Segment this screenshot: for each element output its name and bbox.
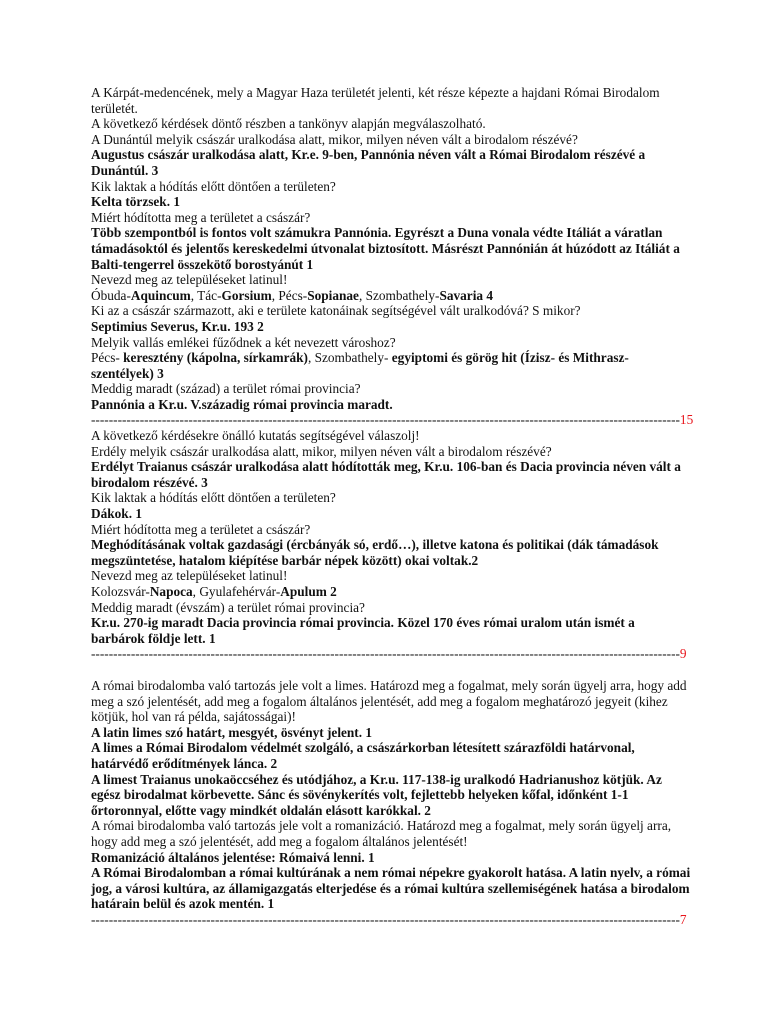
- plain-text: Kolozsvár-: [91, 584, 150, 599]
- answer: Meghódításának voltak gazdasági (ércbányák só, erdő…), illetve katona és politikai (dák támadások megszüntetése, hatalom kiépítése barbár népek között) okai voltak.2: [91, 537, 659, 568]
- answer: Kr.u. 270-ig maradt Dacia provincia római provincia. Közel 170 éves római uralom után ismét a barbárok földje lett. 1: [91, 615, 635, 646]
- question: Kik laktak a hódítás előtt döntően a területen?: [91, 178, 336, 194]
- plain-text: , Gyulafehérvár-: [192, 584, 281, 599]
- latin-name: Aquincum: [130, 287, 191, 303]
- question: Meddig maradt (évszám) a terület római provincia?: [91, 599, 365, 615]
- section-separator: [91, 912, 691, 928]
- section3-intro: A római birodalomba való tartozás jele volt a limes. Határozd meg a fogalmat, mely során ügyelj arra, hogy add meg a szó jelentését, add meg a fogalom általános jelentését, add meg a fogalom meghatározó jegyeit (kihez kötjük, hol van rá példa, sajátosságai)!: [91, 677, 687, 725]
- answer: Több szempontból is fontos volt számukra Pannónia. Egyrészt a Duna vonala védte Itáliát a váratlan támadásoktól és jelentős kereskedelmi útvonalat biztosított. Másrészt Pannónián át húzódott az Itáliát a Balti-tengerrel összekötő borostyánút 1: [91, 225, 680, 272]
- answer-settlements: [91, 288, 691, 304]
- latin-name: Sopianae: [307, 287, 359, 303]
- score-label: 7: [679, 911, 687, 927]
- spacer: [91, 662, 691, 678]
- latin-name: Gorsium: [221, 287, 272, 303]
- latin-name: Savaria 4: [439, 287, 494, 303]
- religion-name: egyiptomi és görög hit (Ízisz- és Mithrasz-szentélyek) 3: [91, 350, 629, 381]
- section1-intro: A Kárpát-medencének, mely a Magyar Haza területét jelenti, két része képezte a hajdani Római Birodalom területét.: [91, 85, 660, 116]
- answer-religions: [91, 350, 691, 381]
- answer: A Római Birodalomban a római kultúrának a nem római népekre gyakorolt hatása. A latin nyelv, a római jog, a városi kultúra, az államigazgatás elterjedése és a római kultúra szellemiségének hatása a birodalom határain belül és azok mentén. 1: [91, 865, 691, 912]
- answer: Pannónia a Kr.u. V.századig római provincia maradt.: [91, 396, 393, 412]
- answer: A latin limes szó határt, mesgyét, ösvényt jelent. 1: [91, 724, 373, 740]
- answer-settlements: [91, 584, 691, 600]
- dash-line: -------------------------------------------------------------------------------------------------------------------------------------: [91, 911, 680, 927]
- plain-text: , Pécs-: [271, 287, 308, 303]
- question: Miért hódította meg a területet a császár?: [91, 521, 311, 537]
- section1-instructions: A következő kérdések döntő részben a tankönyv alapján megválaszolható.: [91, 116, 486, 132]
- question: Nevezd meg az településeket latinul!: [91, 272, 288, 288]
- plain-text: Óbuda-: [91, 287, 131, 303]
- question: Meddig maradt (század) a terület római provincia?: [91, 381, 361, 397]
- question: A Dunántúl melyik császár uralkodása alatt, mikor, milyen néven vált a birodalom részévé?: [91, 131, 578, 147]
- section3-intro2: A római birodalomba való tartozás jele volt a romanizáció. Határozd meg a fogalmat, mely során ügyelj arra, hogy add meg a szó jelentését, add meg a fogalom általános jelentését!: [91, 818, 672, 849]
- dash-line: -------------------------------------------------------------------------------------------------------------------------------------: [91, 412, 680, 428]
- question: Nevezd meg az településeket latinul!: [91, 568, 288, 584]
- latin-name: Apulum 2: [280, 584, 337, 599]
- question: Miért hódította meg a területet a császár?: [91, 209, 311, 225]
- plain-text: , Szombathely-: [358, 287, 440, 303]
- section2-intro: A következő kérdésekre önálló kutatás segítségével válaszolj!: [91, 428, 420, 444]
- dash-line: -------------------------------------------------------------------------------------------------------------------------------------: [91, 646, 680, 662]
- answer: Kelta törzsek. 1: [91, 194, 180, 210]
- plain-text: , Tác-: [190, 287, 222, 303]
- answer: A limes a Római Birodalom védelmét szolgáló, a császárkorban létesített szárazföldi határvonal, határvédő erődítmények lánca. 2: [91, 740, 635, 771]
- answer: Augustus császár uralkodása alatt, Kr.e. 9-ben, Pannónia néven vált a Római Birodalom részévé a Dunántúl. 3: [91, 147, 646, 178]
- section-separator: [91, 646, 691, 662]
- plain-text: , Szombathely-: [307, 350, 392, 366]
- latin-name: Napoca: [149, 584, 193, 599]
- answer: A limest Traianus unokaöccséhez és utódjához, a Kr.u. 117-138-ig uralkodó Hadrianushoz kötjük. Az egész birodalmat körbevette. Sánc és sövénykerítés volt, fejlettebb helyeken kőfal, időnként 1-1 őrtoronnyal, előtte vagy mindkét oldalán elásott karókkal. 2: [91, 771, 662, 818]
- question: Kik laktak a hódítás előtt döntően a területen?: [91, 490, 336, 506]
- score-label: 15: [679, 412, 694, 428]
- question: Ki az a császár származott, aki e területe katonáinak segítségével vált uralkodóvá? S mikor?: [91, 303, 581, 319]
- score-label: 9: [679, 646, 687, 662]
- plain-text: Pécs-: [91, 350, 124, 366]
- answer: Romanizáció általános jelentése: Rómaivá lenni. 1: [91, 849, 375, 865]
- religion-name: keresztény (kápolna, sírkamrák): [123, 350, 308, 366]
- document-body: [91, 85, 694, 927]
- question: Melyik vallás emlékei fűződnek a két nevezett városhoz?: [91, 334, 396, 350]
- question: Erdély melyik császár uralkodása alatt, mikor, milyen néven vált a birodalom részévé?: [91, 443, 552, 459]
- section-separator: [91, 412, 694, 428]
- answer: Erdélyt Traianus császár uralkodása alatt hódították meg, Kr.u. 106-ban és Dacia provincia néven vált a birodalom részévé. 3: [91, 459, 681, 490]
- answer: Dákok. 1: [91, 506, 142, 522]
- answer: Septimius Severus, Kr.u. 193 2: [91, 318, 264, 334]
